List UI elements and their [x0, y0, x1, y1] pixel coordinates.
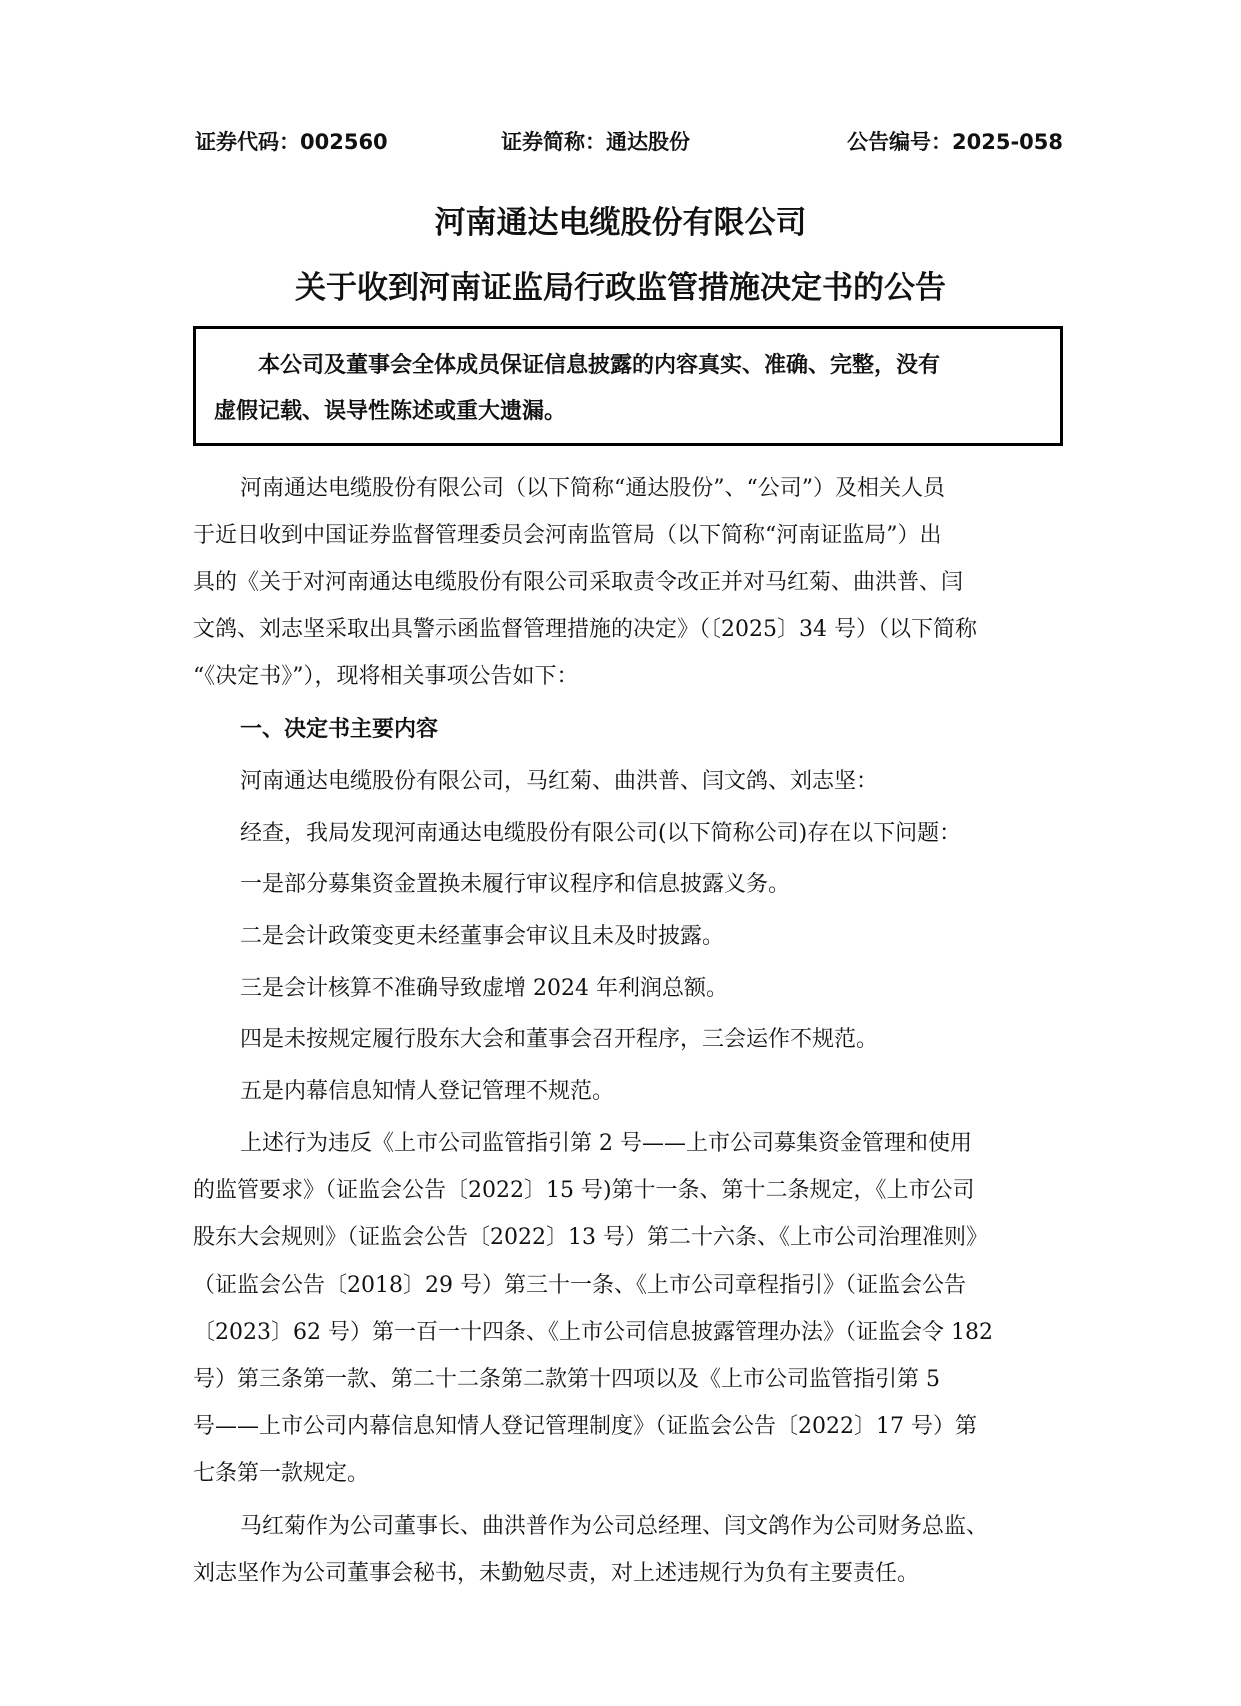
problem-item: 三是会计核算不准确导致虚增 2024 年利润总额。 — [240, 976, 728, 1001]
announcement-title: 关于收到河南证监局行政监管措施决定书的公告 — [295, 270, 946, 306]
disclosure-guarantee-box — [193, 326, 1063, 446]
addressees-line: 河南通达电缆股份有限公司，马红菊、曲洪普、闫文鸽、刘志坚： — [240, 769, 879, 794]
company-title: 河南通达电缆股份有限公司 — [434, 205, 807, 241]
problem-item: 四是未按规定履行股东大会和董事会召开程序，三会运作不规范。 — [240, 1027, 879, 1052]
problem-item: 五是内幕信息知情人登记管理不规范。 — [240, 1079, 615, 1104]
violation-line: 七条第一款规定。 — [193, 1461, 370, 1486]
responsibility-line: 刘志坚作为公司董事会秘书，未勤勉尽责，对上述违规行为负有主要责任。 — [193, 1561, 920, 1586]
responsibility-line: 马红菊作为公司董事长、曲洪普作为公司总经理、闫文鸽作为公司财务总监、 — [240, 1514, 989, 1539]
notice-line: 本公司及董事会全体成员保证信息披露的内容真实、准确、完整，没有 — [258, 353, 941, 378]
violation-line: 号）第三条第一款、第二十二条第二款第十四项以及《上市公司监管指引第 5 — [193, 1367, 940, 1392]
intro-line: 于近日收到中国证券监督管理委员会河南监管局（以下简称“河南证监局”）出 — [193, 523, 942, 548]
violation-line: （证监会公告〔2018〕29 号）第三十一条、《上市公司章程指引》（证监会公告 — [193, 1273, 966, 1298]
problem-item: 二是会计政策变更未经董事会审议且未及时披露。 — [240, 924, 725, 949]
security-abbreviation: 证券简称：通达股份 — [501, 130, 690, 154]
finding-line: 经查，我局发现河南通达电缆股份有限公司(以下简称公司)存在以下问题： — [240, 821, 962, 846]
violation-line: 号——上市公司内幕信息知情人登记管理制度》（证监会公告〔2022〕17 号）第 — [193, 1414, 977, 1439]
intro-line: 河南通达电缆股份有限公司（以下简称“通达股份”、“公司”）及相关人员 — [240, 476, 945, 501]
problem-item: 一是部分募集资金置换未履行审议程序和信息披露义务。 — [240, 872, 791, 897]
violation-line: 〔2023〕62 号）第一百一十四条、《上市公司信息披露管理办法》（证监会令 182 — [193, 1320, 993, 1345]
notice-line: 虚假记载、误导性陈述或重大遗漏。 — [214, 399, 567, 424]
violation-line: 上述行为违反《上市公司监管指引第 2 号——上市公司募集资金管理和使用 — [240, 1131, 972, 1156]
security-code: 证券代码：002560 — [195, 130, 388, 154]
violation-line: 的监管要求》（证监会公告〔2022〕15 号)第十一条、第十二条规定，《上市公司 — [193, 1178, 975, 1203]
document-header — [195, 126, 1063, 158]
announcement-number: 公告编号：2025-058 — [847, 130, 1063, 154]
intro-line: 文鸽、刘志坚采取出具警示函监督管理措施的决定》（〔2025〕34 号）（以下简称 — [193, 617, 977, 642]
intro-line: “《决定书》”），现将相关事项公告如下： — [193, 664, 579, 689]
section-heading: 一、决定书主要内容 — [240, 717, 439, 742]
intro-line: 具的《关于对河南通达电缆股份有限公司采取责令改正并对马红菊、曲洪普、闫 — [193, 570, 964, 595]
violation-line: 股东大会规则》（证监会公告〔2022〕13 号）第二十六条、《上市公司治理准则》 — [193, 1225, 988, 1250]
